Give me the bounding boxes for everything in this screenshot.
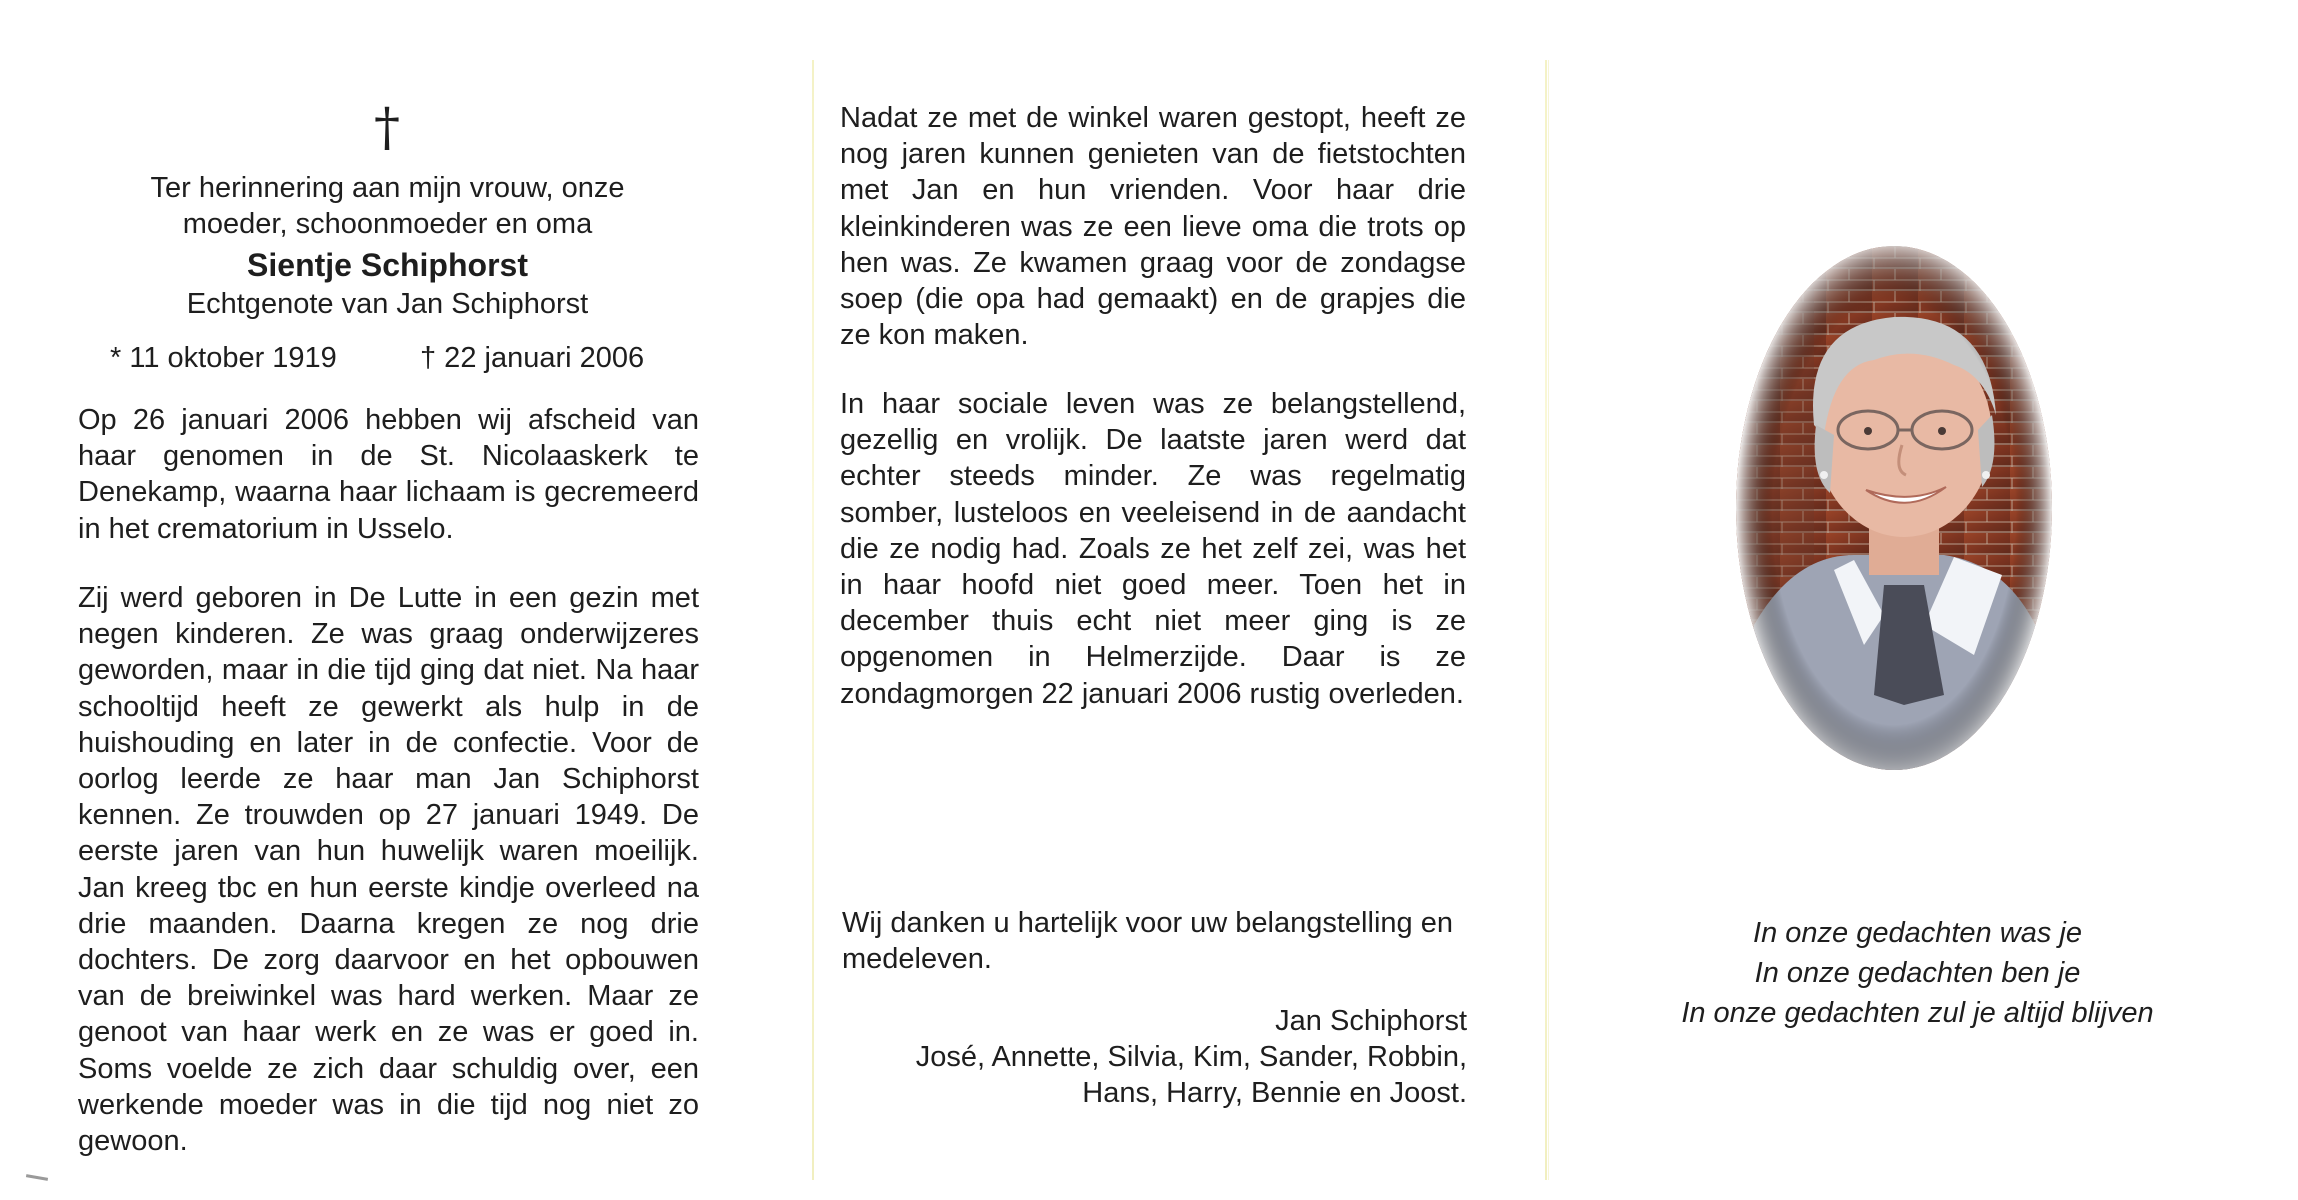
spouse-line: Echtgenote van Jan Schiphorst bbox=[186, 288, 589, 321]
fold-line bbox=[1545, 60, 1547, 1180]
paragraph: Zij werd geboren in De Lutte in een gezin met negen kinderen. Ze was graag onderwijzeres geworden, maar in die tijd ging dat niet. Na haar schooltijd heeft ze gewerkt als hulp in de huishouding en later in de confectie. Voor de oorlog leerde ze haar man Jan Schiphorst kennen. Ze trouwden op 27 januari 1949. De eerste jaren van hun huwelijk waren moeilijk. Jan kreeg tbc en hun eerste kindje overleed na drie maanden. Daarna kregen ze nog drie dochters. De zorg daarvoor en het opbouwen van de breiwinkel was hard werken. Maar ze genoot van haar werk en ze was er goed in. Soms voelde ze zich daar schuldig over, een werkende moeder was in die tijd nog niet zo gewoon. bbox=[78, 582, 699, 1158]
thanks-text: Wij danken u hartelijk voor uw belangstelling en medeleven. bbox=[842, 907, 1453, 976]
intro-line: moeder, schoonmoeder en oma bbox=[182, 208, 593, 241]
cross-icon: † bbox=[374, 98, 400, 158]
paragraph: Op 26 januari 2006 hebben wij afscheid van haar genomen in de St. Nicolaaskerk te Denekamp, waarna haar lichaam is gecremeerd in het crematorium in Usselo. bbox=[78, 404, 699, 545]
deceased-name: Sientje Schiphorst bbox=[247, 247, 528, 284]
quote-line: In onze gedachten ben je bbox=[1754, 957, 2081, 989]
signature-line: José, Annette, Silvia, Kim, Sander, Robbin, bbox=[915, 1041, 1467, 1074]
paragraph: Nadat ze met de winkel waren gestopt, heeft ze nog jaren kunnen genieten van de fietstochten met Jan en hun vrienden. Voor haar drie kleinkinderen was ze een lieve oma die trots op hen was. Ze kwamen graag voor de zondagse soep (die opa had gemaakt) en de grapjes die ze kon maken. bbox=[840, 102, 1466, 352]
intro-line: Ter herinnering aan mijn vrouw, onze bbox=[150, 172, 625, 204]
quote-line: In onze gedachten zul je altijd blijven bbox=[1681, 997, 2154, 1029]
signature-line: Jan Schiphorst bbox=[1275, 1005, 1467, 1037]
signature-block bbox=[842, 1003, 1467, 1112]
fold-line bbox=[812, 60, 814, 1180]
heading-block bbox=[100, 170, 675, 323]
paragraph: In haar sociale leven was ze belangstellend, gezellig en vrolijk. De laatste jaren werd dat echter steeds minder. Ze was regelmatig somber, lusteloos en veeleisend in de aandacht die ze nodig had. Zoals ze het zelf zei, was het in haar hoofd niet goed meer. Toen het in december thuis echt niet meer ging is ze opgenomen in Helmerzijde. Daar is ze zondagmorgen 22 januari 2006 rustig overleden. bbox=[840, 388, 1466, 710]
portrait-photo bbox=[1734, 225, 2054, 780]
fold-line bbox=[1548, 60, 1549, 1180]
death-date: † 22 januari 2006 bbox=[420, 342, 645, 374]
signature-line: Hans, Harry, Bennie en Joost. bbox=[1082, 1077, 1467, 1110]
birth-date: * 11 oktober 1919 bbox=[110, 342, 337, 374]
dates-row bbox=[100, 340, 680, 380]
quote-line: In onze gedachten was je bbox=[1753, 917, 2082, 949]
memorial-quote bbox=[1620, 913, 2215, 1033]
